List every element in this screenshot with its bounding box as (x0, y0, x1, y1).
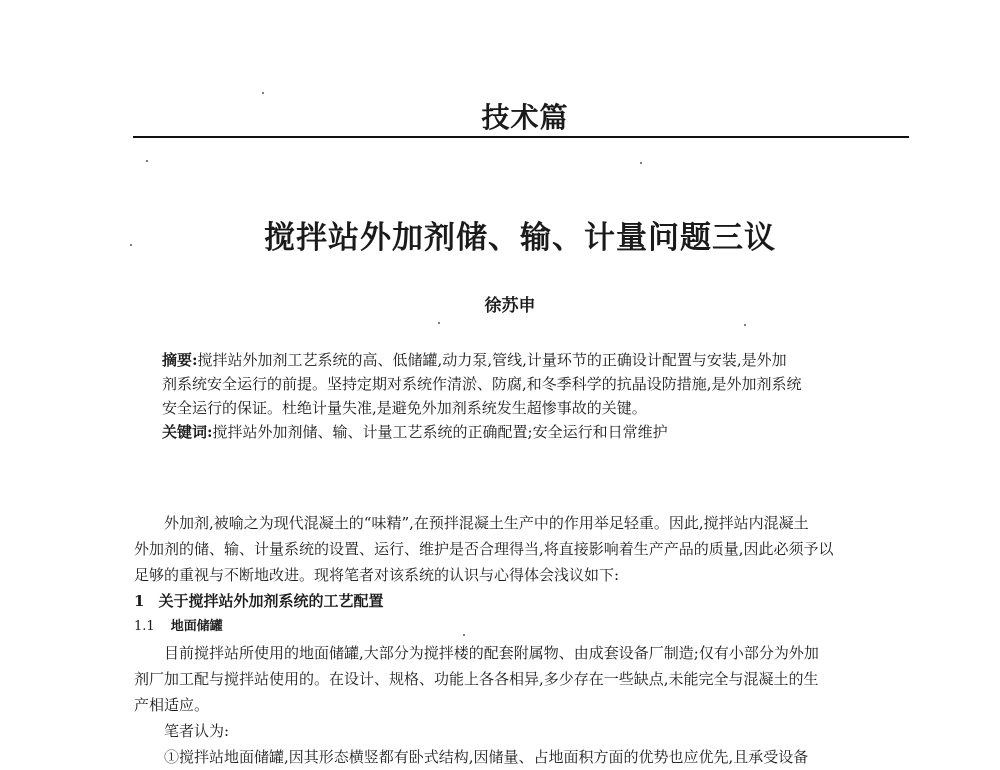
scan-speck (146, 160, 148, 162)
heading-level-2 (134, 614, 914, 640)
abstract-block (162, 348, 902, 444)
abstract-line: 安全运行的保证。杜绝计量失准,是避免外加剂系统发生超惨事故的关键。 (162, 399, 647, 417)
keywords-line (162, 420, 902, 444)
paragraph-line: 产相适应。 (134, 696, 210, 714)
keywords-label: 关键词: (162, 423, 213, 441)
abstract-line (162, 348, 902, 372)
scan-speck (130, 244, 132, 246)
heading-text: 地面储罐 (170, 619, 223, 634)
header-rule (133, 136, 909, 138)
paragraph-line: 足够的重视与不断地改进。现将笔者对该系统的认识与心得体会浅议如下: (134, 566, 620, 584)
heading-number: 1.1 (134, 619, 155, 634)
body-text (134, 510, 914, 770)
keywords-text: 搅拌站外加剂储、输、计量工艺系统的正确配置;安全运行和日常维护 (212, 423, 668, 441)
section-title: 技术篇 (481, 101, 569, 134)
scan-speck (640, 162, 642, 164)
scan-speck (463, 634, 465, 636)
paragraph-line: 笔者认为: (164, 722, 230, 740)
paragraph-line-cut: ①搅拌站地面储罐,因其形态横竖都有卧式结构,因储量、占地面积方面的优势也应优先,且承受设备 (164, 748, 809, 766)
heading-level-1 (134, 588, 914, 614)
author-name: 徐苏申 (484, 296, 536, 316)
heading-number: 1 (134, 592, 145, 610)
abstract-line: 剂系统安全运行的前提。坚持定期对系统作清淤、防腐,和冬季科学的抗晶设防措施,是外加剂系统 (162, 375, 802, 393)
heading-text: 关于搅拌站外加剂系统的工艺配置 (158, 592, 384, 610)
scan-speck (744, 324, 746, 326)
paragraph-line: 外加剂,被喻之为现代混凝土的“味精”,在预拌混凝土生产中的作用举足轻重。因此,搅拌站内混凝土 (164, 514, 809, 532)
paragraph-line: 目前搅拌站所使用的地面储罐,大部分为搅拌楼的配套附属物、由成套设备厂制造;仅有小部分为外加 (164, 644, 819, 662)
abstract-label: 摘要: (162, 351, 198, 369)
scan-speck (438, 322, 440, 324)
article-title: 搅拌站外加剂储、输、计量问题三议 (264, 220, 776, 256)
scan-speck (262, 92, 264, 94)
paragraph-line: 剂厂加工配与搅拌站使用的。在设计、规格、功能上各各相异,多少存在一些缺点,未能完全与混凝土的生 (134, 670, 819, 688)
abstract-text: 搅拌站外加剂工艺系统的高、低储罐,动力泵,管线,计量环节的正确设计配置与安装,是外加 (197, 351, 787, 369)
paragraph-line: 外加剂的储、输、计量系统的设置、运行、维护是否合理得当,将直接影响着生产产品的质量,因此必须予以 (134, 540, 834, 558)
